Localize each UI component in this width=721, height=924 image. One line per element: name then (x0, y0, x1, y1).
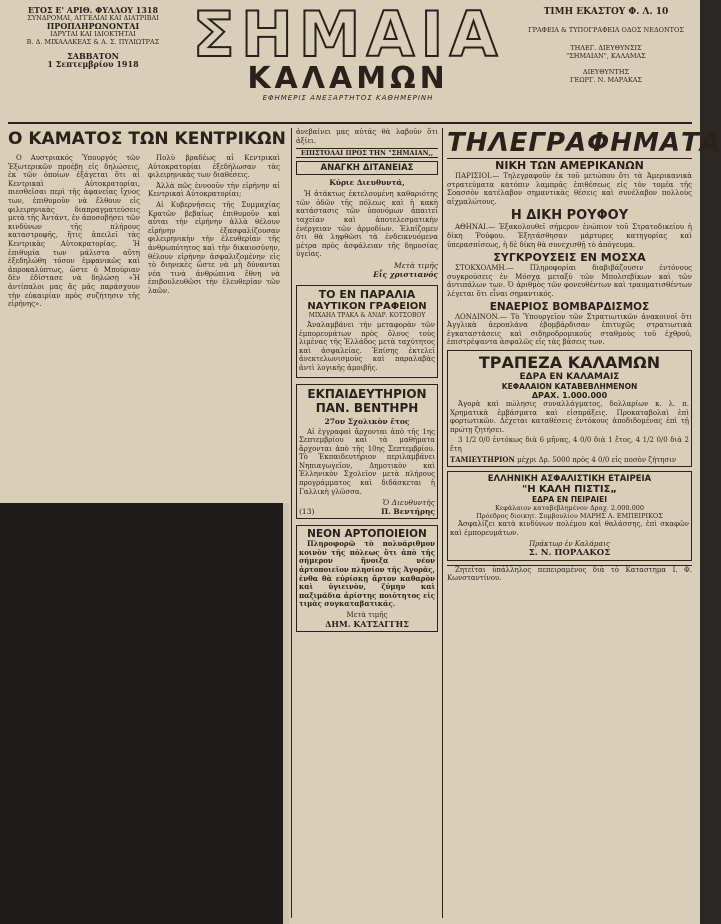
director-label: ΔΙΕΥΘΥΝΤΗΣ (582, 68, 630, 76)
insurance-ad (447, 471, 692, 560)
bank-savings-text: μέχρι Δρ. 5000 πρὸς 4 0/0 εἰς ποσὸν ζήτησιν (517, 456, 677, 465)
news-title: Η ΔΙΚΗ ΡΟΥΦΟΥ (510, 208, 629, 224)
founders-label: ΙΔΡΥΤΑΙ ΚΑΙ ΙΔΙΟΚΤΗΤΑΙ (50, 30, 136, 38)
lead-paragraph: Ο Αυστριακός Ὑπουργός τῶν Ἐξωτερικῶν προέβη εἰς δηλώσεις, ἐκ τῶν ὁποίων ἐξάγεται ὅτι αἱ Κεντρικαὶ Αὐτοκρατορίαι, πιεσθεῖσαι περὶ τῆς ἀφανείας ἴχνος των, ἐπιθυμοῦν νὰ ἔλθουν εἰς φιλειρηνικὰς διαπραγματεύσεις μετὰ τῆς Ἀντάντ, ἐν ἀποσοβήσει τῶν κινδύνων τῆς πλήρους καταστροφῆς, ἥτις ἀπειλεῖ τὰς Κεντρικὰς Αὐτοκρατορίας. Ἡ ἐπιθυμία των μάλιστα αὕτη ἐξεδηλώθη τόσον ἐμφανικῶς καὶ ἀπροκαλύπτως, ὥστε ὁ Μπούριαν δὲν ἐδίστασε νὰ δηλώσῃ «Ἡ ἀντίπαλοι μας ἂς μᾶς παράσχουν τὴν εὐκαιρίαν πρὸς συζήτησιν τῆς εἰρήνης». (8, 154, 140, 309)
column-rule-2 (442, 128, 443, 918)
bank-title: ΤΡΑΠΕΖΑ ΚΑΛΑΜΩΝ (478, 352, 661, 372)
letter-title: ΑΝΑΓΚΗ ΔΙΤΑΝΕΙΑΣ (296, 161, 438, 175)
letter-salutation: Κύριε Διευθυντά, (329, 178, 405, 188)
ad-owners: ΜΙΧΑΗΛ ΤΡΑΚΑ & ΑΝΔΡ. ΚΟΤΣΟΒΟΥ (308, 311, 426, 319)
telegrams-title: ΤΗΛΕΓΡΑΦΗΜΑΤΑ (447, 128, 721, 158)
school-year: 27ον Σχολικὸν ἔτος (324, 416, 410, 426)
price-line: ΤΙΜΗ ΕΚΑΣΤΟΥ Φ. Λ. 10 (543, 7, 669, 17)
school-ad (296, 384, 438, 520)
news-item (447, 251, 692, 298)
date-label: 1 Σεπτεμβρίου 1918 (47, 59, 139, 69)
shipping-office-ad (296, 285, 438, 378)
insurance-name: "Η ΚΑΛΗ ΠΙΣΤΙΣ„ (521, 484, 617, 496)
day-label: ΣΑΒΒΑΤΟΝ (67, 51, 119, 61)
news-text: ΠΑΡΙΣΙΟΙ.— Τηλεγραφοῦν ἐκ τοῦ μετώπου ὅτι τὰ Ἀμερικανικὰ στρατεύματα κατόπιν λαμπρᾶς ἐπιθέσεως εἰς τὸν τομέα τῆς Σοασσὸν κατέλαβον σημαντικὰς θέσεις καὶ συνέλαβον πολλοὺς αἰχμαλώτους. (447, 172, 692, 206)
bakery-sign: ΔΗΜ. ΚΑΤΣΑΓΓΗΣ (325, 619, 409, 629)
insurance-text: Ἀσφαλίζει κατὰ κινδύνων πολέμου καὶ θαλάσσης, ἐπὶ σκαφῶν καὶ ἐμπορευμάτων. (450, 520, 689, 538)
lead-paragraph: Πολὺ βραδέως αἱ Κεντρικαὶ Αὐτοκρατορίαι ἐξεδήλωσαν τὰς φιλειρηνικὰς των διαθέσεις. (148, 154, 280, 180)
insurance-agent: Σ. Ν. ΠΟΡΛΑΚΟΣ (528, 547, 611, 558)
ad-text: Ἀναλαμβάνει τὴν μεταφορὰν τῶν ἐμπορευμάτων πρὸς ὅλους τοὺς λιμένας τῆς Ἑλλάδος μετὰ ταχύτητος καὶ ἀσφαλείας. Ἐπίσης ἐκτελεῖ ἀνεκτελωνισμοὺς καὶ παραλαβὰς ἀντὶ λογικῆς ἀμοιβῆς. (299, 320, 435, 372)
torn-missing-section (0, 503, 283, 924)
masthead (178, 0, 518, 102)
masthead-tagline: ΕΦΗΜΕΡΙΣ ΑΝΕΞΑΡΤΗΤΟΣ ΚΑΘΗΜΕΡΙΝΗ (262, 94, 434, 102)
lead-paragraph: Ἀλλὰ πῶς ἐννοοῦν τὴν εἰρήνην αἱ Κεντρικαὶ Αὐτοκρατορίαι; (148, 181, 280, 199)
school-signature (299, 507, 435, 516)
bank-seat: ΕΔΡΑ ΕΝ ΚΑΛΑΜΑΙΣ (519, 371, 620, 382)
bakery-ad (296, 525, 438, 632)
news-text: ΛΟΝΔΙΝΟΝ.— Τὸ Ὑπουργεῖον τῶν Στρατιωτικῶν ἀνακοινοῖ ὅτι Ἀγγλικὰ ἀεροπλάνα ἐβομβάρδισαν ἐπιτυχῶς στρατιωτικὰ ἐγκαταστάσεις καὶ σιδηροδρομικοὺς σταθμοὺς τοῦ ἐχθροῦ, ἐπιστρέψαντα ἀσφαλῶς εἰς τὰς βάσεις των. (447, 312, 692, 347)
news-title: ΣΥΓΚΡΟΥΣΕΙΣ ΕΝ ΜΟΣΧΑ (493, 251, 646, 265)
school-text: Αἱ ἐγγραφαὶ ἄρχονται ἀπὸ τῆς 1ης Σεπτεμβρίου καὶ τὰ μαθήματα ἄρχονται ἀπὸ τῆς 10ης Σεπτεμβρίου. Τὸ Ἐκπαιδευτήριον περιλαμβάνει Νηπιαγωγεῖον, Δημοτικὸν καὶ Ἑλληνικὸν Σχολεῖον μετὰ πλήρους προγράμματος καὶ διδάσκεται ἡ Γαλλικὴ γλῶσσα. (299, 427, 435, 496)
continued-text: ἀνεβαίνει μας αὐτάς θὰ λαβοῦν ὅτι ἀξίει. (296, 128, 438, 145)
ad-title: ΤΟ ΕΝ ΠΑΡΑΛΙΑ (318, 287, 416, 301)
ad-subtitle: ΝΑΥΤΙΚΟΝ ΓΡΑΦΕΙΟΝ (307, 300, 427, 312)
letter-text: Ἡ ἀτάκτως ἐκτελουμένη καθαριότης τῶν ὁδῶν τῆς πόλεως καὶ ἡ κακὴ κατάστασις τῶν ὑπονόμων ἀπαιτεῖ ταχεῖαν καὶ ἀποτελεσματικὴν ἐνέργειαν τῶν ἁρμοδίων. Ἐλπίζομεν ὅτι θὰ ληφθῶσι τὰ ἐνδεικνυόμενα μέτρα πρὸς ἀσφάλειαν τῆς δημοσίας ὑγείας. (296, 190, 438, 259)
founders-names: Β. Δ. ΜΙΧΑΛΑΚΕΑΣ & Α. Σ. ΠΥΛΙΩΤΡΑΣ (26, 38, 160, 46)
bakery-sign-label: Μετὰ τιμῆς (346, 611, 388, 619)
school-sign-num: (13) (299, 507, 315, 517)
news-title: ΕΝΑΕΡΙΟΣ ΒΟΜΒΑΡΔΙΣΜΟΣ (489, 300, 650, 313)
masthead-title: ΣΗΜΑΙΑ (192, 0, 504, 71)
prepaid-line: ΠΡΟΠΛΗΡΩΝΟΝΤΑΙ (46, 21, 140, 31)
news-title: ΝΙΚΗ ΤΩΝ ΑΜΕΡΙΚΑΝΩΝ (447, 158, 692, 172)
bank-savings (450, 455, 689, 464)
news-item (447, 158, 692, 206)
issue-line: ΕΤΟΣ Ε' ΑΡΙΘ. ΦΥΛΛΟΥ 1318 (27, 5, 159, 15)
header-right-info (520, 6, 692, 84)
news-text: ΣΤΟΚΧΟΛΜΗ.— Πληροφορίαι διαβιβάζουσιν ἐντόνους συγκρούσεις ἐν Μόσχᾳ μεταξὺ τῶν Μπολσεβίκων καὶ τῶν ἀντιπάλων των. Ὁ ἀριθμὸς τῶν φονευθέντων καὶ τραυματισθέντων λέγεται ὅτι εἶναι σημαντικός. (447, 264, 692, 298)
letter-sign: Εἷς χριστιανός (373, 269, 438, 279)
bank-rates: 3 1/2 0/0 ἐντόκως διὰ 6 μῆνας, 4 0/0 διὰ 1 ἔτος, 4 1/2 0/0 διὰ 2 ἔτη (450, 436, 689, 453)
header-left-info (8, 6, 178, 68)
director-name: ΓΕΩΡΓ. Ν. ΜΑΡΑΚΑΣ (569, 76, 643, 84)
insurance-agent-label: Πράκτωρ ἐν Καλάμαις (529, 539, 610, 548)
column-rule-1 (291, 128, 292, 918)
school-sign-label: Ὁ Διευθυντὴς (382, 498, 435, 508)
lead-headline: Ο ΚΑΜΑΤΟΣ ΤΩΝ ΚΕΝΤΡΙΚΩΝ (8, 129, 286, 149)
insurance-title: ΕΛΛΗΝΙΚΗ ΑΣΦΑΛΙΣΤΙΚΗ ΕΤΑΙΡΕΙΑ (487, 474, 652, 485)
news-item (447, 301, 692, 347)
telegraph-address: "ΣΗΜΑΙΑΝ", ΚΑΛΑΜΑΣ (566, 52, 646, 60)
middle-column (296, 128, 438, 918)
header-rule (8, 122, 692, 124)
footer-note: Ζητεῖται ὑπάλληλος πεπειραμένος διὰ τὸ Καταστημα Ι. Φ. Κωνσταντίνου. (447, 565, 692, 583)
bank-capital-label: ΚΕΦΑΛΑΙΟΝ ΚΑΤΑΒΕΒΛΗΜΕΝΟΝ (501, 381, 638, 391)
insurance-president: Πρόεδρος διοικητ. Συμβουλίου ΜΑΡΗΣ Α. ΕΜΠΕΙΡΙΚΟΣ (476, 512, 663, 521)
bakery-title: ΝΕΟΝ ΑΡΤΟΠΟΙΕΙΟΝ (307, 528, 427, 541)
lead-paragraph: Αἱ Κυβερνήσεις τῆς Συμμαχίας Κρατῶν βεβαίως ἐπιθυμοῦν καὶ αὗται τὴν εἰρήνην ἀλλὰ θέλουν εἰρήνην ἐξασφαλίζουσαν φιλειρηνικὴν τὴν ἐλευθερίαν τῆς ἀνθρωπότητος καὶ τὴν δικαιοσύνην, θέλουν εἰρήνην ἀσφαλιζομένην εἰς τὸ διηνεκὲς ὥστε νὰ μὴ δύνανται νέα τινὰ ἀνθρώπινα ἔθνη νὰ ἐπιβουλευθῶσι τὴν ἐλευθερίαν τῶν λαῶν. (148, 200, 280, 295)
bakery-text: Πληροφορῶ τὸ πολυάριθμον κοινὸν τῆς πόλεως ὅτι ἀπὸ τῆς σήμερον ἤνοιξα νέον ἀρτοποιεῖον πλησίον τῆς Ἀγορᾶς, ἐνθα θὰ εὑρίσκῃ ἄρτον καθαρὸν καὶ ὑγιεινὸν, ζύμην καὶ παξιμάδια ἀρίστης ποιότητος εἰς τιμὰς συγκαταβατικάς. (299, 539, 435, 609)
right-column (447, 128, 721, 918)
masthead-subtitle: ΚΑΛΑΜΩΝ (247, 61, 449, 96)
news-text: ΑΘΗΝΑΙ.— Ἐξακολουθεῖ σήμερον ἐνώπιον τοῦ Στρατοδικείου ἡ δίκη Ῥούφου. Ἐξητάσθησαν μάρτυρες κατηγορίας καὶ ὑπερασπίσεως, ἡ δὲ δίκη θὰ συνεχισθῇ τὸ ἀπόγευμα. (447, 223, 692, 249)
bank-text: Ἀγορὰ καὶ πώλησις συναλλάγματος, δολλαρίων κ. λ. π. Χρηματικὰ ἐμβάσματα καὶ εἰσπράξεις. Προκαταβολαὶ ἐπὶ φορτωτικῶν. Δέχεται καταθέσεις ἐντόκους ἀποδιδομένας ἐπὶ τῇ πρώτῃ ζητήσει. (450, 399, 689, 434)
school-subtitle: ΠΑΝ. ΒΕΝΤΗΡΗ (315, 400, 419, 415)
bank-savings-label: ΤΑΜΙΕΥΤΗΡΙΟΝ (450, 455, 515, 465)
offices-line: ΓΡΑΦΕΙΑ & ΤΥΠΟΓΡΑΦΕΙΑ ΟΔΟΣ ΝΕΔΟΝΤΟΣ (528, 26, 684, 34)
insurance-seat: ΕΔΡΑ ΕΝ ΠΕΙΡΑΙΕΙ (531, 495, 608, 505)
school-sign-name: Π. Βεντήρης (381, 507, 435, 517)
insurance-capital: Κεφάλαιον καταβεβλημένον Δραχ. 2.000.000 (494, 504, 645, 513)
news-item (447, 208, 692, 249)
letter-sign-label: Μετὰ τιμῆς (394, 260, 438, 270)
paper-edge (283, 503, 289, 924)
bank-ad (447, 350, 692, 468)
lead-body (8, 154, 280, 309)
bank-capital: ΔΡΑΧ. 1.000.000 (531, 390, 608, 400)
school-title: ΕΚΠΑΙΔΕΥΤΗΡΙΟΝ (307, 386, 427, 401)
telegraph-label: ΤΗΛΕΓ. ΔΙΕΥΘΥΝΣΙΣ (570, 44, 642, 52)
letters-header: ΕΠΙΣΤΟΛΑΙ ΠΡΟΣ ΤΗΝ "ΣΗΜΑΙΑΝ,, (296, 148, 438, 158)
subscriptions-line: ΣΥΝΔΡΟΜΑΙ, ΑΓΓΕΛΙΑΙ ΚΑΙ ΔΙΑΤΡΙΒΑΙ (27, 14, 159, 22)
lead-article (8, 128, 286, 503)
